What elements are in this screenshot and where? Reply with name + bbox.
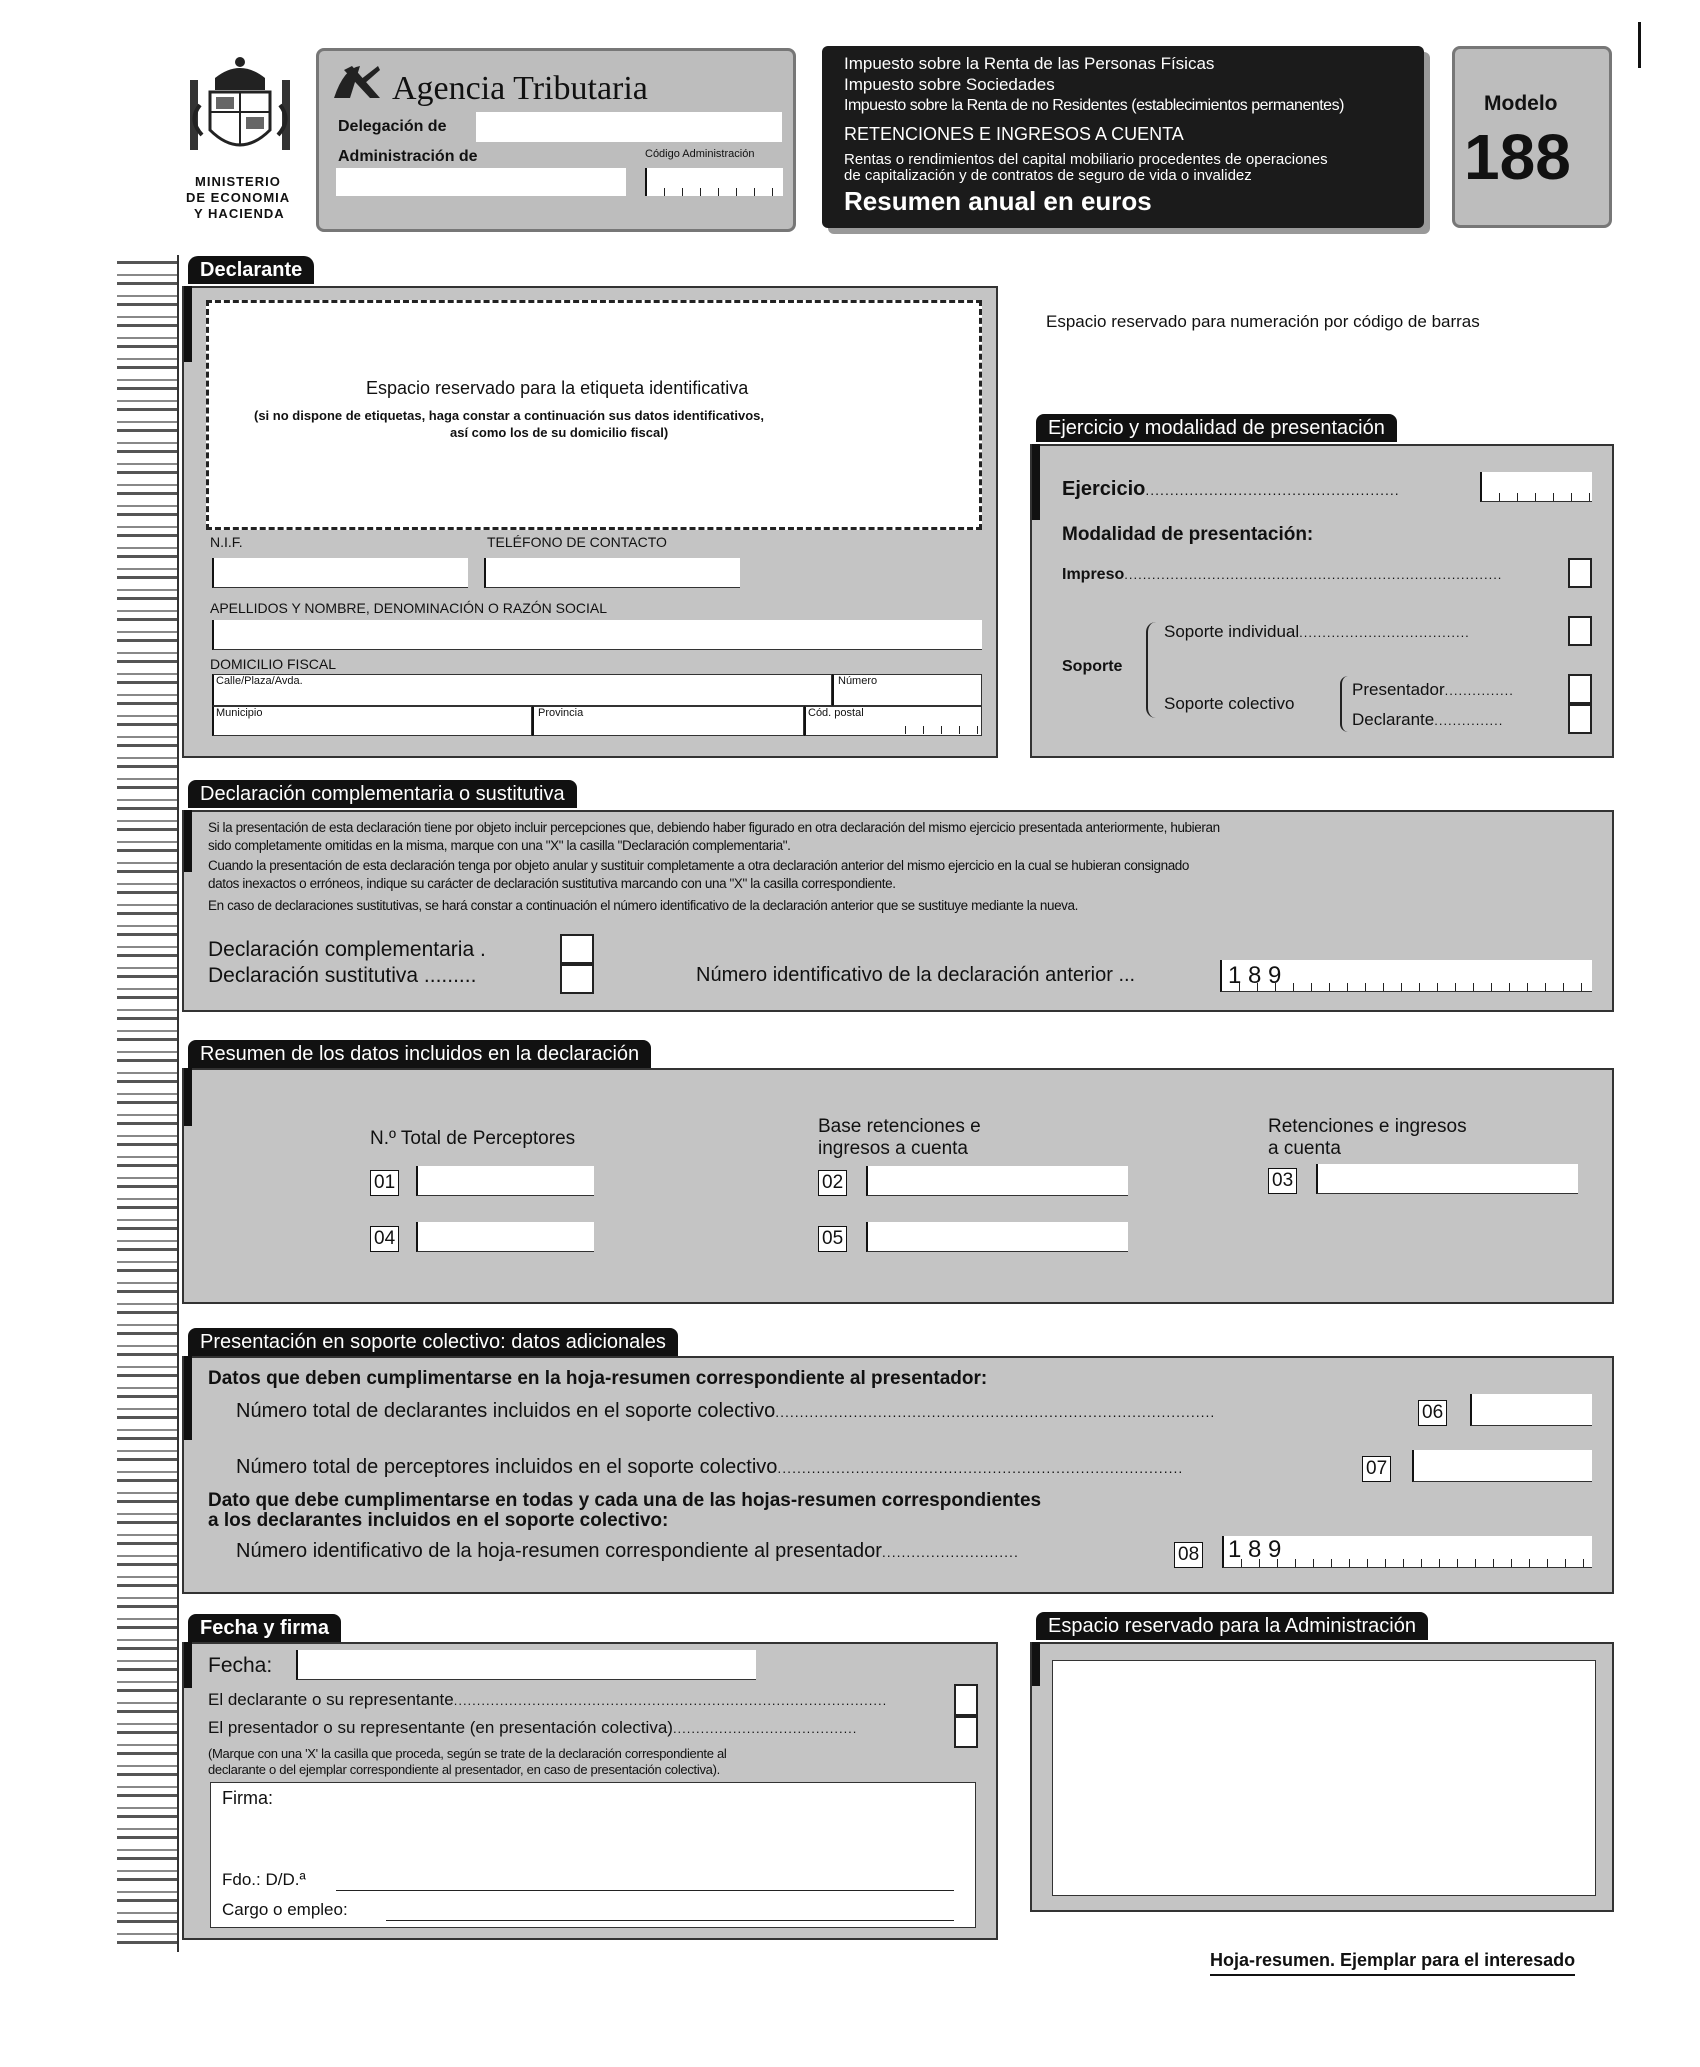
row7-text: Número total de perceptores incluidos en el soporte colectivo (236, 1456, 778, 1478)
modelo-label: Modelo (1484, 92, 1558, 115)
field-07[interactable] (1412, 1450, 1592, 1482)
presentador-dots: ............... (1444, 683, 1514, 698)
tab-ejercicio: Ejercicio y modalidad de presentación (1036, 414, 1397, 442)
tab-resumen: Resumen de los datos incluidos en la declaración (188, 1040, 651, 1068)
title-no-residentes: Impuesto sobre la Renta de no Residentes (establecimientos permanentes) (844, 97, 1344, 114)
tab-admin: Espacio reservado para la Administración (1036, 1612, 1428, 1640)
field-02[interactable] (866, 1166, 1128, 1196)
code-01: 01 (370, 1170, 399, 1196)
firma-presentador-dots: ........................................ (672, 1721, 858, 1736)
label-space-title: Espacio reservado para la etiqueta identificativa (366, 378, 749, 398)
row7-dots: ................................................................................... (777, 1460, 1184, 1476)
code-07: 07 (1362, 1456, 1391, 1482)
label-space-note-1: (si no dispone de etiquetas, haga constar a continuación sus datos identificativos, (254, 408, 764, 423)
field-01[interactable] (416, 1166, 594, 1196)
row8-text: Número identificativo de la hoja-resumen correspondiente al presentador (236, 1540, 882, 1562)
admin-bar (1032, 1642, 1040, 1686)
decorative-side-strip (117, 255, 179, 1952)
tab-colectivo: Presentación en soporte colectivo: datos adicionales (188, 1328, 678, 1356)
field-05[interactable] (866, 1222, 1128, 1252)
domicilio-label: DOMICILIO FISCAL (210, 656, 337, 672)
fdo-line (336, 1890, 954, 1891)
telefono-label: TELÉFONO DE CONTACTO (487, 534, 667, 550)
row6-label (236, 1400, 1215, 1423)
tab-fecha: Fecha y firma (188, 1614, 341, 1642)
ministry-name-2: DE ECONOMIA (186, 190, 291, 205)
cod-postal-label: Cód. postal (808, 707, 864, 719)
coat-of-arms-icon (180, 50, 300, 170)
barcode-space-label: Espacio reservado para numeración por código de barras (1046, 312, 1480, 331)
code-02: 02 (818, 1170, 847, 1196)
field-08-prefix: 1 8 9 (1228, 1536, 1282, 1563)
impreso-label-text: Impreso (1062, 566, 1125, 583)
declarante-bar (184, 286, 192, 362)
codigo-administracion-label: Código Administración (645, 148, 755, 160)
declarante-text: Declarante (1352, 710, 1435, 729)
municipio-label: Municipio (216, 707, 263, 719)
col-base-1: Base retenciones e (818, 1116, 981, 1137)
admin-space-box (1052, 1660, 1596, 1896)
calle-label: Calle/Plaza/Avda. (216, 675, 303, 687)
fecha-field[interactable] (296, 1650, 756, 1680)
complementaria-text-1: Si la presentación de esta declaración tiene por objeto incluir percepciones que, debiendo haber figurado en otra declaración del mismo ejercicio presentada anteriormente, hubieran (208, 820, 1220, 835)
impreso-checkbox[interactable] (1568, 558, 1592, 588)
sustitutiva-checkbox[interactable] (560, 964, 594, 994)
col-retenciones-2: a cuenta (1268, 1138, 1341, 1159)
ejercicio-label (1062, 478, 1400, 501)
title-rentas-1: Rentas o rendimientos del capital mobiliario procedentes de operaciones (844, 151, 1328, 168)
tab-complementaria: Declaración complementaria o sustitutiva (188, 780, 577, 808)
complementaria-text-4: datos inexactos o erróneos, indique su carácter de declaración sustitutiva marcando con una "X" la casilla correspondiente. (208, 876, 896, 891)
administracion-label: Administración de (338, 148, 478, 165)
title-sociedades: Impuesto sobre Sociedades (844, 75, 1055, 94)
apellidos-label: APELLIDOS Y NOMBRE, DENOMINACIÓN O RAZÓN SOCIAL (210, 600, 608, 616)
firma-presentador-label (208, 1718, 857, 1738)
fecha-label: Fecha: (208, 1654, 273, 1677)
numero-anterior-label: Número identificativo de la declaración anterior ... (696, 964, 1136, 986)
agency-name: Agencia Tributaria (392, 70, 648, 107)
firma-note-2: declarante o del ejemplar correspondiente al presentador, en caso de presentación colectiva). (208, 1762, 720, 1777)
field-03[interactable] (1316, 1164, 1578, 1194)
firma-presentador-text: El presentador o su representante (en presentación colectiva) (208, 1718, 673, 1737)
ministry-name-1: MINISTERIO (195, 174, 281, 189)
complementaria-bar (184, 810, 192, 872)
provincia-label: Provincia (538, 707, 584, 719)
numero-label: Número (838, 675, 878, 687)
complementaria-checkbox[interactable] (560, 934, 594, 964)
complementaria-label: Declaración complementaria . (208, 938, 486, 961)
code-05: 05 (818, 1226, 847, 1252)
apellidos-field[interactable] (212, 620, 982, 650)
nif-label: N.I.F. (210, 534, 243, 550)
colectivo-bar (184, 1356, 192, 1440)
numero-anterior-prefix: 1 8 9 (1228, 962, 1282, 989)
label-space-note-2: así como los de su domicilio fiscal) (450, 425, 669, 440)
delegacion-label: Delegación de (338, 118, 447, 135)
title-retenciones: RETENCIONES E INGRESOS A CUENTA (844, 124, 1184, 144)
firma-note-1: (Marque con una 'X' la casilla que proceda, según se trate de la declaración correspondiente al (208, 1746, 727, 1761)
complementaria-text-2: sido completamente omitidas en la misma, marque con una "X" la casilla "Declaración complementaria". (208, 838, 791, 853)
code-04: 04 (370, 1226, 399, 1252)
presentador-label (1352, 680, 1514, 700)
code-03: 03 (1268, 1168, 1297, 1194)
title-resumen-anual: Resumen anual en euros (844, 186, 1152, 216)
col-base-2: ingresos a cuenta (818, 1138, 968, 1159)
soporte-label: Soporte (1062, 658, 1123, 675)
cargo-label: Cargo o empleo: (222, 1900, 348, 1919)
row6-dots: .......................................................................................... (775, 1404, 1216, 1420)
firma-presentador-checkbox[interactable] (954, 1716, 978, 1748)
footer-label: Hoja-resumen. Ejemplar para el interesado (1210, 1950, 1575, 1976)
col-perceptores: N.º Total de Perceptores (370, 1128, 576, 1149)
tab-declarante: Declarante (188, 256, 314, 284)
impreso-label (1062, 566, 1502, 584)
soporte-colectivo-label: Soporte colectivo (1164, 694, 1295, 713)
administracion-field[interactable] (336, 168, 626, 196)
ejercicio-bar (1032, 444, 1040, 520)
title-rentas-2: de capitalización y de contratos de seguro de vida o invalidez (844, 167, 1252, 184)
declarante-dots: ............... (1434, 713, 1504, 728)
soporte-brace (1146, 622, 1160, 718)
presentador-checkbox[interactable] (1568, 674, 1592, 704)
colectivo-heading-2a: Dato que debe cumplimentarse en todas y cada una de las hojas-resumen correspondientes (208, 1490, 1042, 1511)
ministry-name-3: Y HACIENDA (194, 206, 285, 221)
modalidad-label: Modalidad de presentación: (1062, 524, 1314, 545)
codigo-administracion-field[interactable] (645, 168, 783, 196)
row8-label (236, 1540, 1019, 1563)
soporte-individual-checkbox[interactable] (1568, 616, 1592, 646)
title-irpf: Impuesto sobre la Renta de las Personas Físicas (844, 54, 1215, 73)
row8-dots: ............................ (881, 1544, 1019, 1560)
modelo-number: 188 (1464, 121, 1571, 193)
ejercicio-field[interactable] (1480, 472, 1592, 502)
impreso-dots: .................................................................................. (1124, 567, 1503, 582)
colectivo-brace (1340, 676, 1350, 732)
code-08: 08 (1174, 1542, 1203, 1568)
fdo-label: Fdo.: D/D.ª (222, 1870, 306, 1889)
delegacion-field[interactable] (476, 112, 782, 142)
telefono-field[interactable] (484, 558, 740, 588)
colectivo-heading-1: Datos que deben cumplimentarse en la hoja-resumen correspondiente al presentador: (208, 1368, 988, 1389)
nif-field[interactable] (212, 558, 468, 588)
colectivo-heading-2b: a los declarantes incluidos en el soporte colectivo: (208, 1510, 669, 1531)
row6-text: Número total de declarantes incluidos en el soporte colectivo (236, 1400, 776, 1422)
col-retenciones-1: Retenciones e ingresos (1268, 1116, 1467, 1137)
calle-field[interactable] (212, 674, 832, 706)
resumen-bar (184, 1068, 192, 1126)
complementaria-text-5: En caso de declaraciones sustitutivas, se hará constar a continuación el número identificativo de la declaración anterior que se sustituye mediante la nueva. (208, 898, 1078, 913)
ejercicio-label-text: Ejercicio (1062, 478, 1146, 500)
firma-declarante-text: El declarante o su representante (208, 1690, 454, 1709)
ejercicio-dots: .................................................... (1145, 482, 1400, 498)
cod-postal-digits (888, 724, 978, 734)
row7-label (236, 1456, 1183, 1479)
agency-logo-icon (330, 62, 382, 102)
fecha-bar (184, 1642, 192, 1688)
firma-label: Firma: (222, 1788, 273, 1808)
firma-declarante-checkbox[interactable] (954, 1684, 978, 1716)
soporte-individual-dots: ..................................... (1299, 625, 1470, 640)
code-06: 06 (1418, 1400, 1447, 1426)
cargo-line (386, 1920, 954, 1921)
crop-mark (1638, 22, 1641, 68)
declarante-label (1352, 710, 1503, 730)
ministry-logo (180, 50, 300, 170)
field-06[interactable] (1470, 1394, 1592, 1426)
firma-declarante-dots: .............................................................................................. (453, 1693, 888, 1708)
field-04[interactable] (416, 1222, 594, 1252)
presentador-text: Presentador (1352, 680, 1445, 699)
sustitutiva-label: Declaración sustitutiva ......... (208, 964, 477, 987)
complementaria-text-3: Cuando la presentación de esta declaración tenga por objeto anular y sustituir completamente a otra declaración anterior del mismo ejercicio en la cual se hubieran consignado (208, 858, 1190, 873)
declarante-checkbox[interactable] (1568, 704, 1592, 734)
soporte-individual-text: Soporte individual (1164, 622, 1300, 641)
soporte-individual-label (1164, 622, 1470, 642)
firma-declarante-label (208, 1690, 887, 1710)
